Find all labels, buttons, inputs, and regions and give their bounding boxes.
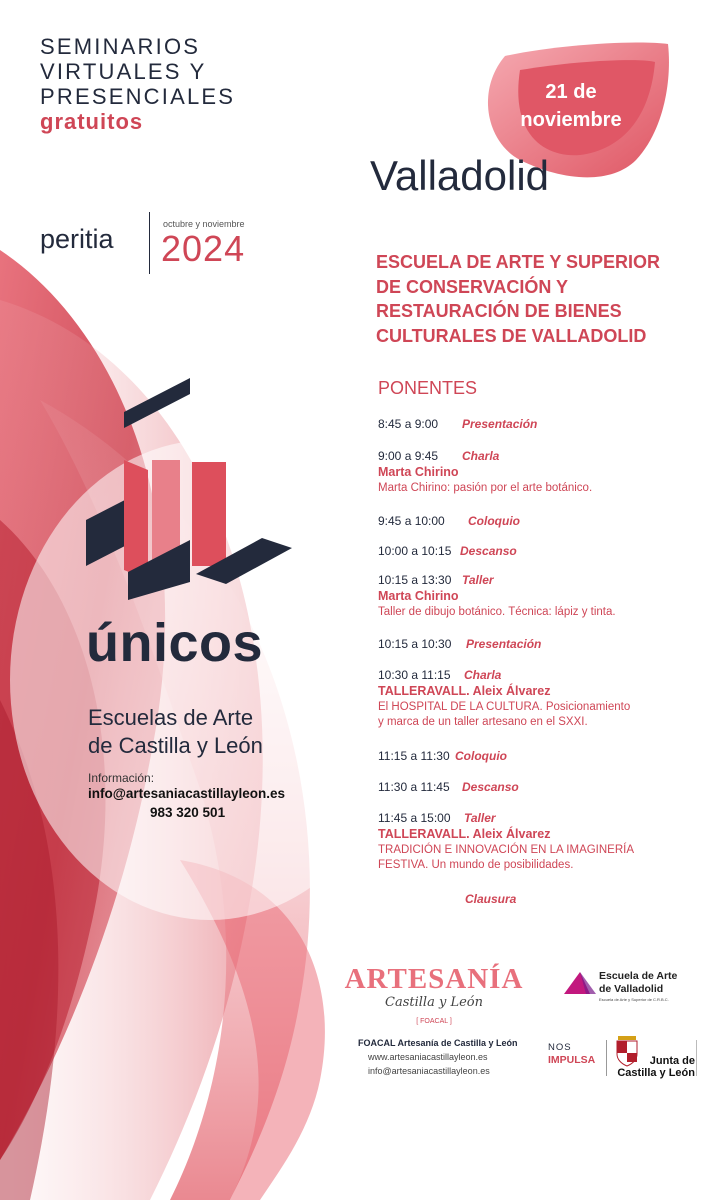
schedule-time: 11:15 a 11:30 (378, 749, 450, 763)
title-line-3: PRESENCIALES (40, 84, 236, 109)
escuela-valladolid-logo-icon (564, 968, 596, 994)
brand-name: únicos (86, 613, 264, 673)
schedule-type: Taller (462, 573, 494, 587)
schedule-item (378, 667, 698, 730)
peritia-period: octubre y noviembre (163, 219, 245, 229)
artesania-word: ARTESANÍA (344, 963, 524, 995)
speakers-heading: PONENTES (378, 378, 478, 398)
foacal-name: FOACAL Artesanía de Castilla y León (358, 1038, 518, 1048)
brand-subtitle-line-1: Escuelas de Arte (88, 705, 254, 730)
schedule-time: 11:45 a 15:00 (378, 811, 451, 825)
schedule-time: 11:30 a 11:45 (378, 780, 450, 794)
peritia-divider (149, 212, 150, 274)
junta-name (613, 1055, 695, 1079)
schedule-speaker: Marta Chirino (378, 589, 459, 603)
schedule-item (378, 513, 698, 529)
schedule-desc: y marca de un taller artesano en el SXXI. (378, 716, 588, 728)
contact-email[interactable]: info@artesaniacastillayleon.es (88, 786, 285, 801)
schedule-desc: Marta Chirino: pasión por el arte botánico. (378, 482, 593, 494)
brand-subtitle-line-2: de Castilla y León (88, 733, 263, 758)
escuela-logo-line-1: Escuela de Arte (599, 970, 678, 982)
title-line-2: VIRTUALES Y (40, 59, 207, 84)
date-line-1: 21 de (545, 81, 597, 103)
artesania-script: Castilla y León (385, 995, 483, 1010)
schedule-type: Taller (464, 811, 496, 825)
logo-divider (606, 1040, 607, 1076)
schedule-item (378, 810, 698, 873)
foacal-email[interactable]: info@artesaniacastillayleon.es (368, 1066, 490, 1076)
venue-line-2: DE CONSERVACIÓN Y (376, 276, 569, 297)
schedule-item (378, 416, 698, 432)
peritia-year: 2024 (161, 228, 246, 269)
schedule-desc: El HOSPITAL DE LA CULTURA. Posicionamiento (378, 701, 631, 713)
date-line-2: noviembre (520, 109, 622, 131)
schedule-type: Coloquio (455, 749, 507, 763)
schedule-desc: FESTIVA. Un mundo de posibilidades. (378, 859, 574, 871)
schedule-type: Charla (462, 449, 500, 463)
event-date (506, 78, 636, 134)
contact-phone[interactable]: 983 320 501 (150, 805, 226, 820)
peritia-label: peritia (40, 224, 114, 254)
schedule-speaker: TALLERAVALL. Aleix Álvarez (378, 827, 551, 841)
schedule-item (378, 779, 698, 795)
schedule-time: 10:15 a 10:30 (378, 637, 452, 651)
schedule-type: Presentación (462, 417, 538, 431)
venue-line-4: CULTURALES DE VALLADOLID (376, 325, 647, 346)
escuela-logo-line-3: Escuela de Arte y Superior de C.R.B.C. (599, 997, 669, 1002)
schedule-time: 8:45 a 9:00 (378, 417, 439, 431)
junta-line-1: Junta de (649, 1055, 695, 1067)
schedule-type: Charla (464, 668, 502, 682)
schedule-time: 10:00 a 10:15 (378, 544, 452, 558)
schedule-item (378, 572, 698, 620)
brand-subtitle (88, 704, 263, 760)
schedule-item (378, 543, 698, 559)
schedule-item (378, 636, 698, 652)
schedule-time: 9:00 a 9:45 (378, 449, 439, 463)
schedule-speaker: TALLERAVALL. Aleix Álvarez (378, 684, 551, 698)
schedule-speaker: Marta Chirino (378, 465, 459, 479)
venue-line-3: RESTAURACIÓN DE BIENES (376, 301, 622, 321)
schedule-desc: TRADICIÓN E INNOVACIÓN EN LA IMAGINERÍA (378, 844, 635, 856)
venue-line-1: ESCUELA DE ARTE Y SUPERIOR (376, 252, 661, 272)
foacal-website[interactable]: www.artesaniacastillayleon.es (368, 1052, 488, 1062)
schedule-type: Coloquio (468, 514, 520, 528)
venue-name (376, 250, 706, 348)
escuela-logo-line-2: de Valladolid (599, 983, 664, 995)
junta-line-2: Castilla y León (617, 1067, 695, 1079)
schedule-type: Presentación (466, 637, 542, 651)
nos-label: NOS (548, 1042, 572, 1053)
event-city: Valladolid (370, 152, 550, 199)
artesania-tag: [ FOACAL ] (416, 1018, 452, 1025)
schedule-desc: Taller de dibujo botánico. Técnica: lápiz y tinta. (378, 606, 616, 618)
schedule-item (378, 891, 698, 907)
schedule-time: 9:45 a 10:00 (378, 514, 445, 528)
schedule-type: Descanso (460, 544, 517, 558)
schedule-item (378, 748, 698, 764)
impulsa-label: IMPULSA (548, 1054, 596, 1066)
schedule-time: 10:30 a 11:15 (378, 668, 451, 682)
logo-divider-right (696, 1040, 697, 1076)
artesania-logo (344, 960, 524, 1030)
schedule-time: 10:15 a 13:30 (378, 573, 452, 587)
free-label: gratuitos (40, 109, 144, 134)
title-line-1: SEMINARIOS (40, 34, 201, 59)
schedule-type: Descanso (462, 780, 519, 794)
contact-label: Información: (88, 771, 155, 785)
schedule-type: Clausura (465, 892, 517, 906)
seminar-title (40, 34, 235, 134)
schedule-item (378, 448, 698, 496)
